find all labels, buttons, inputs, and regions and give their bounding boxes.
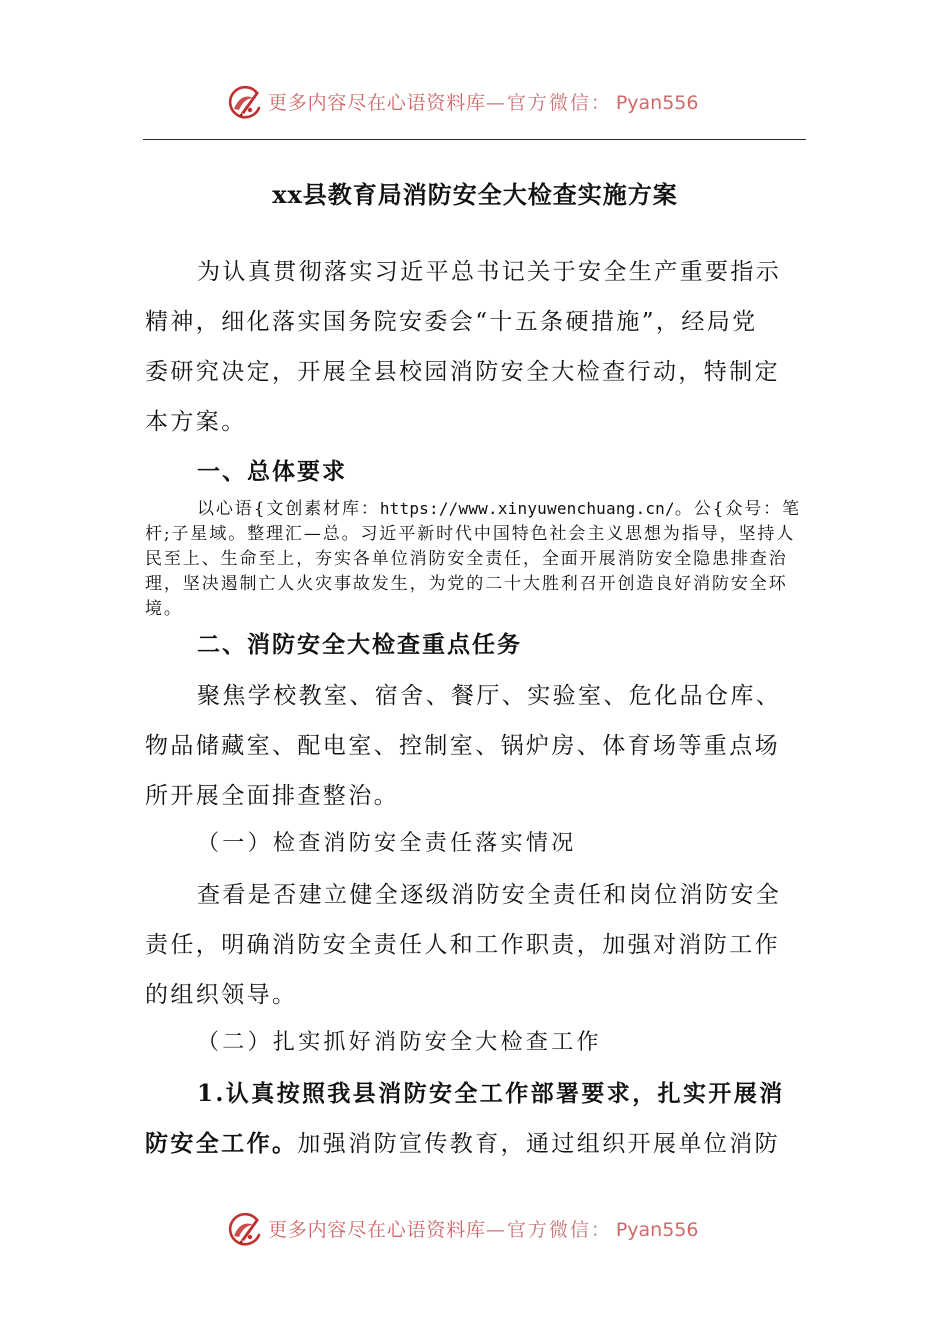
footer-watermark bbox=[226, 1210, 698, 1250]
bold-text: 1.认真按照我县消防安全工作部署要求，扎实开展消 bbox=[197, 1080, 785, 1107]
paragraph-text-segment: 以心语{文创素材库： bbox=[197, 499, 380, 519]
watermark-wechat-id: Pyan556 bbox=[615, 1219, 699, 1241]
paragraph-line: 物品储藏室、配电室、控制室、锅炉房、体育场等重点场 bbox=[145, 733, 780, 759]
paragraph-line: 委研究决定，开展全县校园消防安全大检查行动，特制定 bbox=[145, 359, 780, 385]
watermark-site: 更多内容尽在心语资料库 bbox=[268, 92, 486, 114]
subsection-heading-inspection-work: （二）扎实抓好消防安全大检查工作 bbox=[197, 1030, 602, 1055]
header-divider bbox=[143, 139, 806, 140]
watermark-contact-label: —官方微信： bbox=[485, 92, 612, 114]
inspection-work-paragraph bbox=[145, 1069, 815, 1169]
document-title: xx县教育局消防安全大检查实施方案 bbox=[272, 180, 678, 209]
watermark-wechat-id: Pyan556 bbox=[615, 92, 699, 114]
paragraph-line: 为认真贯彻落实习近平总书记关于安全生产重要指示 bbox=[197, 259, 782, 285]
watermark-site: 更多内容尽在心语资料库 bbox=[268, 1219, 486, 1241]
key-tasks-paragraph bbox=[145, 671, 815, 821]
responsibility-paragraph bbox=[145, 870, 815, 1020]
paragraph-line: 查看是否建立健全逐级消防安全责任和岗位消防安全 bbox=[197, 882, 782, 908]
paragraph-line: 的组织领导。 bbox=[145, 982, 298, 1008]
watermark-text bbox=[268, 83, 698, 123]
paragraph-line bbox=[145, 496, 815, 522]
header-watermark bbox=[226, 83, 698, 123]
paragraph-line: 聚焦学校教室、宿舍、餐厅、实验室、危化品仓库、 bbox=[197, 683, 782, 709]
watermark-text bbox=[268, 1210, 698, 1250]
paragraph-line: 精神，细化落实国务院安委会“十五条硬措施”，经局党 bbox=[145, 309, 758, 335]
paragraph-line: 理，坚决遏制亡人火灾事故发生，为党的二十大胜利召开创造良好消防安全环 bbox=[145, 574, 788, 594]
watermark-contact-label: —官方微信： bbox=[485, 1219, 612, 1241]
paragraph-text-segment: 。公{众号：笔 bbox=[674, 499, 801, 519]
subsection-heading-responsibility: （一）检查消防安全责任落实情况 bbox=[197, 831, 577, 856]
paragraph-line: 所开展全面排查整治。 bbox=[145, 783, 399, 809]
paragraph-line: 杆;子星域。整理汇—总。习近平新时代中国特色社会主义思想为指导，坚持人 bbox=[145, 524, 796, 544]
paragraph-line: 境。 bbox=[145, 599, 183, 619]
section-heading-general-requirements: 一、总体要求 bbox=[197, 459, 347, 485]
paragraph-text-segment: 加强消防宣传教育，通过组织开展单位消防 bbox=[297, 1131, 781, 1157]
url-text: https://www.xinyuwenchuang.cn/ bbox=[379, 499, 675, 518]
pen-swirl-logo-icon bbox=[226, 84, 264, 122]
paragraph-line: 责任，明确消防安全责任人和工作职责，加强对消防工作 bbox=[145, 932, 780, 958]
intro-paragraph bbox=[145, 247, 815, 447]
general-requirements-paragraph bbox=[145, 496, 815, 622]
paragraph-line: 民至上、生命至上，夯实各单位消防安全责任，全面开展消防安全隐患排查治 bbox=[145, 549, 788, 569]
paragraph-line: 本方案。 bbox=[145, 409, 247, 435]
section-heading-key-tasks: 二、消防安全大检查重点任务 bbox=[197, 632, 522, 658]
paragraph-line bbox=[145, 1119, 815, 1169]
paragraph-line bbox=[145, 1069, 815, 1119]
bold-text: 防安全工作。 bbox=[145, 1130, 298, 1157]
pen-swirl-logo-icon bbox=[226, 1211, 264, 1249]
